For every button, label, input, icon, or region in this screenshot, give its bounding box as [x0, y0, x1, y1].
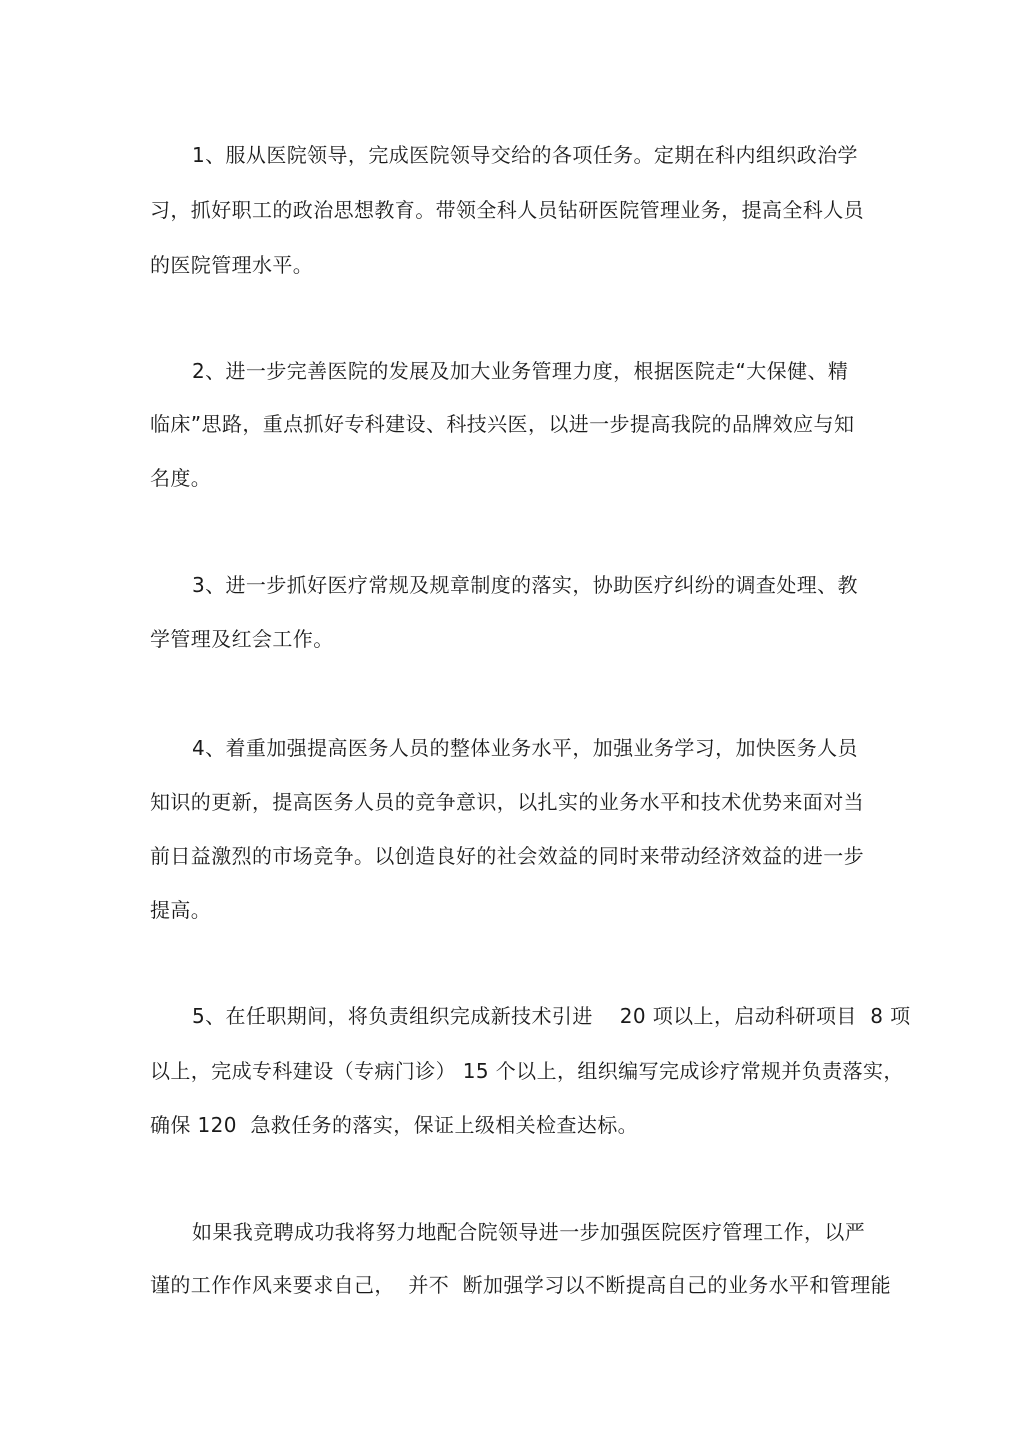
- paragraph-1-line-3: 的医院管理水平。: [150, 253, 314, 277]
- paragraph-4-line-4: 提高。: [150, 898, 212, 922]
- paragraph-5-line-1: 5、在任职期间，将负责组织完成新技术引进 20 项以上，启动科研项目 8 项: [192, 1004, 911, 1028]
- paragraph-4-line-3: 前日益激烈的市场竞争。以创造良好的社会效益的同时来带动经济效益的进一步: [150, 844, 864, 868]
- paragraph-5-line-2: 以上，完成专科建设（专病门诊） 15 个以上，组织编写完成诊疗常规并负责落实，: [150, 1059, 904, 1083]
- paragraph-1-line-1: 1、服从医院领导，完成医院领导交给的各项任务。定期在科内组织政治学: [192, 143, 858, 167]
- paragraph-2-line-1: 2、进一步完善医院的发展及加大业务管理力度，根据医院走“大保健、精: [192, 359, 849, 383]
- paragraph-2-line-3: 名度。: [150, 466, 212, 490]
- paragraph-2-line-2: 临床”思路，重点抓好专科建设、科技兴医，以进一步提高我院的品牌效应与知: [150, 412, 855, 436]
- paragraph-3-line-1: 3、进一步抓好医疗常规及规章制度的落实，协助医疗纠纷的调查处理、教: [192, 573, 858, 597]
- paragraph-3-line-2: 学管理及红会工作。: [150, 627, 334, 651]
- paragraph-5-line-3: 确保 120 急救任务的落实，保证上级相关检查达标。: [150, 1113, 639, 1137]
- paragraph-4-line-1: 4、着重加强提高医务人员的整体业务水平，加强业务学习，加快医务人员: [192, 736, 858, 760]
- paragraph-6-line-1: 如果我竞聘成功我将努力地配合院领导进一步加强医院医疗管理工作，以严: [192, 1220, 866, 1244]
- paragraph-1-line-2: 习，抓好职工的政治思想教育。带领全科人员钻研医院管理业务，提高全科人员: [150, 198, 864, 222]
- paragraph-6-line-2: 谨的工作作风来要求自己， 并不 断加强学习以不断提高自己的业务水平和管理能: [150, 1273, 892, 1297]
- paragraph-4-line-2: 知识的更新，提高医务人员的竞争意识，以扎实的业务水平和技术优势来面对当: [150, 790, 864, 814]
